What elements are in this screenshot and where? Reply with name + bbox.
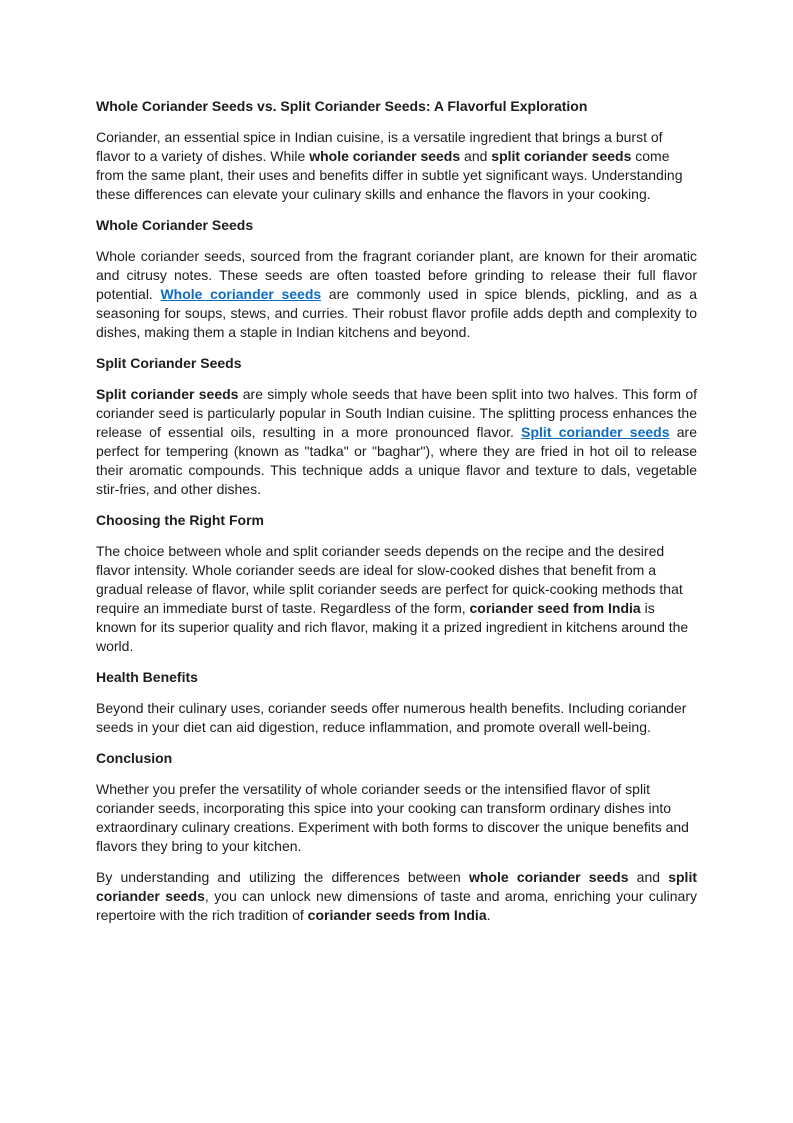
paragraph <box>96 868 697 925</box>
bold-text-run: Choosing the Right Form <box>96 512 264 528</box>
text-run: Coriander, an essential spice in Indian cuisine, is a versatile ingredient that brings a burst of flavor to a variety of dishes. While <box>96 129 663 164</box>
text-run: are commonly used in spice blends, pickling, and as a seasoning for soups, stews, and curries. Their robust flavor profile adds depth and complexity to dishes, making them a staple in Indian kitchens and beyond. <box>96 286 697 340</box>
section-heading-split-coriander-seeds <box>96 354 697 373</box>
bold-text-run: Split coriander seeds <box>96 386 239 402</box>
text-run: and <box>628 869 669 885</box>
bold-text-run: Whole Coriander Seeds vs. Split Coriander Seeds: A Flavorful Exploration <box>96 98 588 114</box>
section-heading-choosing-the-right-form <box>96 511 697 530</box>
text-run: , you can unlock new dimensions of taste and aroma, enriching your culinary repertoire with the rich tradition of <box>96 888 698 923</box>
paragraph <box>96 780 697 856</box>
bold-text-run: whole coriander seeds <box>309 148 461 164</box>
paragraph <box>96 699 697 737</box>
document-content <box>96 97 697 925</box>
bold-text-run: split coriander seeds <box>491 148 632 164</box>
text-run: and <box>460 148 492 164</box>
bold-text-run: Whole Coriander Seeds <box>96 217 254 233</box>
bold-text-run: split coriander seeds <box>96 869 697 904</box>
text-run: Beyond their culinary uses, coriander seeds offer numerous health benefits. Including coriander seeds in your diet can aid digestion, reduce inflammation, and promote overall well-being. <box>96 700 687 735</box>
bold-text-run: Conclusion <box>96 750 173 766</box>
hyperlink[interactable]: Whole coriander seeds <box>160 286 322 302</box>
text-run: Whether you prefer the versatility of whole coriander seeds or the intensified flavor of split coriander seeds, incorporating this spice into your cooking can transform ordinary dishes into extraordinary culinary creations. Experiment with both forms to discover the unique benefits and flavors they bring to your kitchen. <box>96 781 689 854</box>
bold-text-run: Health Benefits <box>96 669 198 685</box>
text-run: is known for its superior quality and rich flavor, making it a prized ingredient in kitchens around the world. <box>96 600 689 654</box>
text-run: . <box>486 907 491 923</box>
bold-text-run: whole coriander seeds <box>468 869 629 885</box>
bold-text-run: Split Coriander Seeds <box>96 355 242 371</box>
paragraph <box>96 542 697 656</box>
hyperlink[interactable]: Split coriander seeds <box>521 424 670 440</box>
text-run: By understanding and utilizing the differences between <box>96 869 469 885</box>
bold-text-run: coriander seed from India <box>469 600 641 616</box>
section-heading-whole-coriander-seeds <box>96 216 697 235</box>
bold-text-run: coriander seeds from India <box>307 907 487 923</box>
text-run: are simply whole seeds that have been split into two halves. This form of coriander seed is particularly popular in South Indian cuisine. The splitting process enhances the release of essential oils, resulting in a more pronounced flavor. <box>96 386 697 440</box>
paragraph <box>96 247 697 342</box>
document-title <box>96 97 697 116</box>
text-run: The choice between whole and split coriander seeds depends on the recipe and the desired flavor intensity. Whole coriander seeds are ideal for slow-cooked dishes that benefit from a gradual release of flavor, while split coriander seeds are perfect for quick-cooking methods that require an immediate burst of taste. Regardless of the form, <box>96 543 683 616</box>
text-run: come from the same plant, their uses and benefits differ in subtle yet significant ways. Understanding these differences can elevate your culinary skills and enhance the flavors in your cooking. <box>96 148 683 202</box>
section-heading-conclusion <box>96 749 697 768</box>
section-heading-health-benefits <box>96 668 697 687</box>
paragraph <box>96 128 697 204</box>
text-run: are perfect for tempering (known as "tadka" or "baghar"), where they are fried in hot oil to release their aromatic compounds. This technique adds a unique flavor and texture to dals, vegetable stir-fries, and other dishes. <box>96 424 698 497</box>
paragraph <box>96 385 697 499</box>
text-run: Whole coriander seeds, sourced from the fragrant coriander plant, are known for their aromatic and citrusy notes. These seeds are often toasted before grinding to release their full flavor potential. <box>96 248 697 302</box>
